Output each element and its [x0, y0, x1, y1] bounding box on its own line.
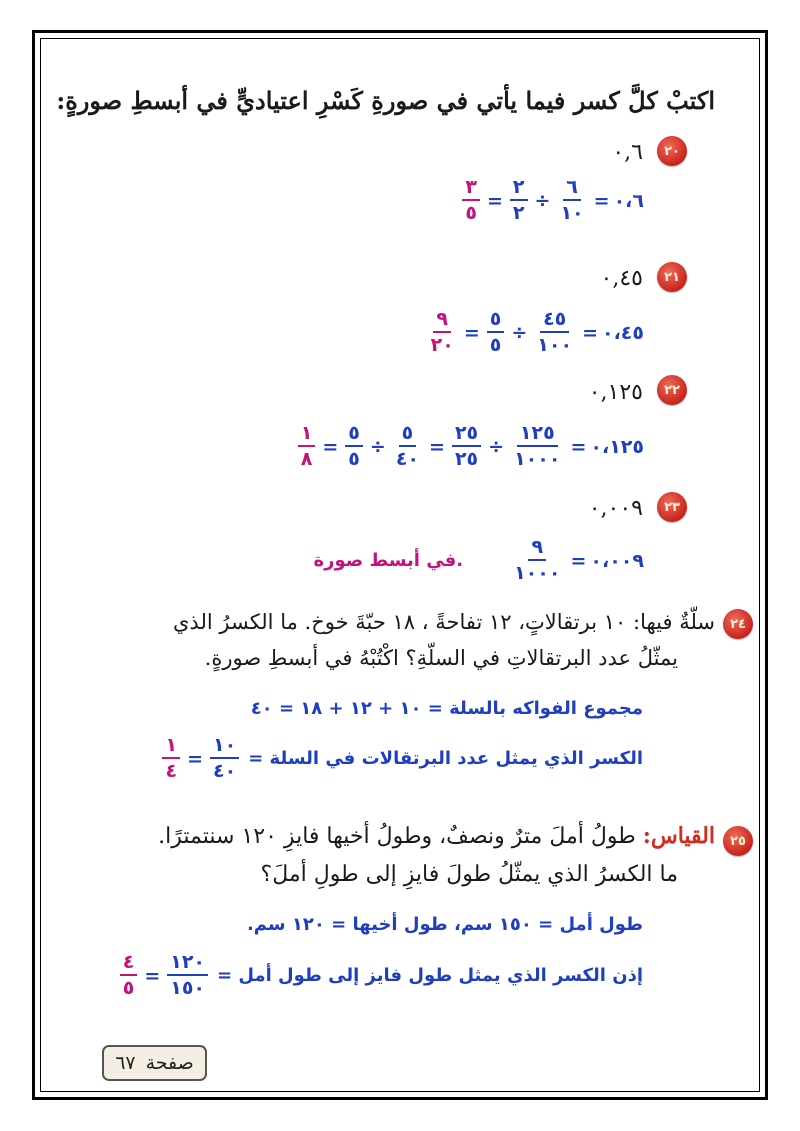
fraction: $\frac{١}{٤}$	[162, 736, 180, 781]
exercise-solution	[295, 424, 644, 469]
decimal-value: ٠،٤٥	[601, 321, 644, 344]
problem-text: طولُ أملَ مترٌ ونصفٌ، وطولُ أخيها فايزِ ١٢٠ سنتمترًا.	[158, 824, 636, 849]
exercise-number-badge: ٢٣	[657, 492, 687, 522]
fraction: $\frac{١٢٠}{١٥٠}$	[167, 953, 208, 998]
problem-text-line: يمثّلُ عدد البرتقالاتِ في السلّةِ؟ اكْتُبْهُ في أبسطِ صورةٍ.	[204, 646, 678, 670]
solution-equation: في أبسط صورة. $\frac{٩}{١٠٠٠}$ = ٠،٠٠٩	[313, 536, 644, 584]
exercise-given: ٠,١٢٥	[588, 380, 643, 405]
fraction: $\frac{١٠}{٤٠}$	[210, 736, 239, 781]
exercise-given: ٠,٦	[612, 140, 643, 165]
exercise-given: ٠,٠٠٩	[588, 496, 643, 521]
problem-text-line	[158, 823, 715, 849]
fraction: $\frac{٤٥}{١٠٠}$	[537, 308, 573, 356]
exercise-solution	[314, 538, 644, 583]
answer-line: مجموع الفواكه بالسلة = ١٠ + ١٢ + ١٨ = ٤٠	[250, 698, 643, 719]
fraction: $\frac{٦}{١٠}$	[560, 176, 584, 224]
answer-equation: $\frac{٤}{٥}$ = $\frac{١٢٠}{١٥٠}$ إذن الكسر الذي يمثل طول فايز إلى طول أمل =	[117, 953, 643, 998]
exercise-number-badge: ٢٤	[723, 609, 753, 639]
fraction: $\frac{٣}{٥}$	[462, 178, 480, 223]
solution-equation: $\frac{٣}{٥}$ = $\frac{٢}{٢}$ ÷ $\frac{٦}{١٠}$ = ٠،٦	[459, 178, 644, 223]
fraction: $\frac{٩}{١٠٠٠}$	[514, 536, 561, 584]
decimal-value: ٠،٠٠٩	[590, 549, 644, 572]
fraction: $\frac{٥}{٥}$	[345, 424, 363, 469]
instruction-text: اكتبْ كلَّ كسر فيما يأتي في صورةِ كَسْرِ اعتياديٍّ في أبسطِ صورةٍ:	[56, 86, 715, 115]
problem-text-line: ما الكسرُ الذي يمثّلُ طولَ فايزِ إلى طولِ أملَ؟	[260, 862, 678, 887]
exercise-number-badge: ٢٥	[723, 826, 753, 856]
answer-line	[159, 736, 643, 781]
page-label-word: صفحة	[145, 1052, 194, 1074]
fraction: $\frac{١٢٥}{١٠٠٠}$	[514, 422, 561, 470]
exercise-number-badge: ٢١	[657, 262, 687, 292]
fraction: $\frac{٥}{٥}$	[487, 310, 505, 355]
page-number: ٦٧	[115, 1052, 136, 1074]
exercise-number-badge: ٢٢	[657, 375, 687, 405]
answer-line: طول أمل = ١٥٠ سم، طول أخيها = ١٢٠ سم.	[246, 914, 643, 935]
fraction: $\frac{١}{٨}$	[298, 424, 316, 469]
exercise-solution	[425, 310, 644, 355]
fraction: $\frac{٢٥}{٢٥}$	[452, 424, 481, 469]
exercise-number-badge: ٢٠	[657, 136, 687, 166]
fraction: $\frac{٤}{٥}$	[120, 953, 138, 998]
decimal-value: ٠،٦	[613, 189, 644, 212]
decimal-value: ٠،١٢٥	[590, 435, 644, 458]
solution-equation: $\frac{٩}{٢٠}$ = $\frac{٥}{٥}$ ÷ $\frac{٤٥}{١٠٠}$ = ٠،٤٥	[425, 310, 644, 355]
fraction: $\frac{٢}{٢}$	[510, 178, 528, 223]
exercise-solution	[459, 178, 644, 223]
answer-text: إذن الكسر الذي يمثل طول فايز إلى طول أمل =	[217, 965, 643, 986]
problem-text-line: سلّةٌ فيها: ١٠ برتقالاتٍ، ١٢ تفاحةً ، ١٨ حبّةَ خوخ. ما الكسرُ الذي	[173, 610, 715, 634]
answer-text: الكسر الذي يمثل عدد البرتقالات في السلة =	[248, 748, 643, 769]
problem-label: القياس:	[642, 823, 715, 849]
solution-equation: $\frac{١}{٨}$ = $\frac{٥}{٥}$ ÷ $\frac{٥}{٤٠}$ = $\frac{٢٥}{٢٥}$ ÷ $\frac{١٢٥}{١٠٠٠}$ = ٠،١٢٥	[295, 424, 644, 469]
simplest-form-note: في أبسط صورة.	[313, 550, 464, 571]
answer-line	[117, 953, 643, 998]
page-number-label	[102, 1045, 207, 1081]
answer-equation: $\frac{١}{٤}$ = $\frac{١٠}{٤٠}$ الكسر الذي يمثل عدد البرتقالات في السلة =	[159, 736, 643, 781]
fraction: $\frac{٥}{٤٠}$	[395, 422, 420, 470]
fraction: $\frac{٩}{٢٠}$	[430, 308, 454, 356]
exercise-given: ٠,٤٥	[600, 266, 643, 291]
